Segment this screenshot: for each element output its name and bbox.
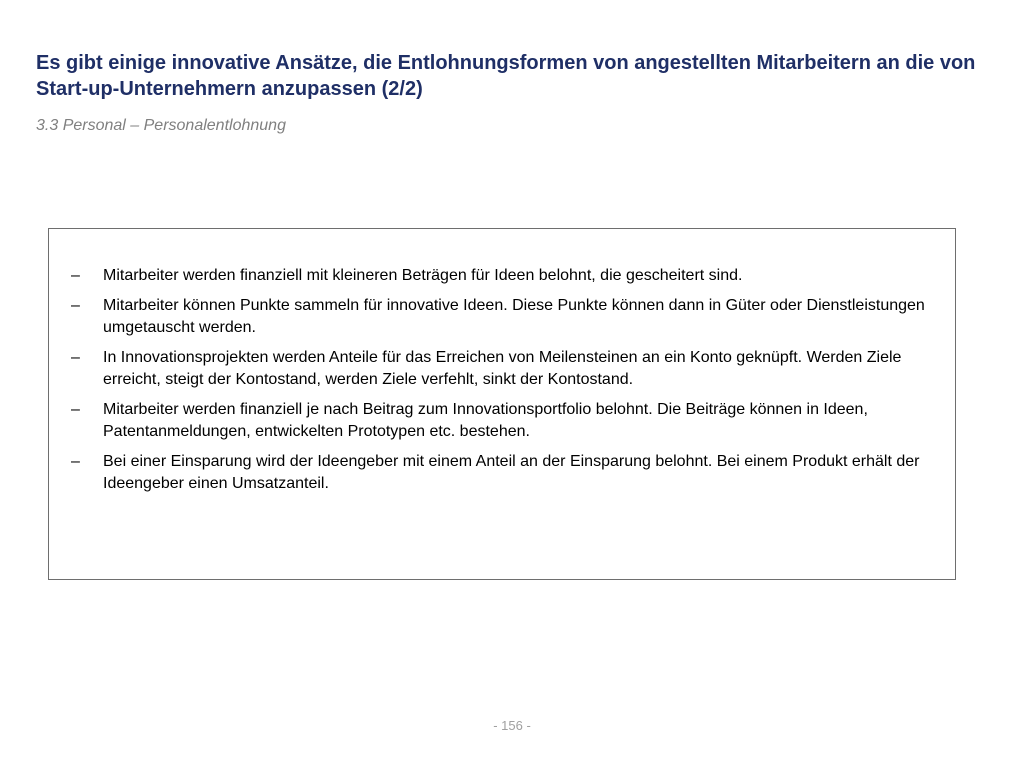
bullet-item — [71, 265, 931, 287]
page-number: - 156 - — [493, 718, 531, 733]
bullet-item — [71, 451, 931, 495]
bullet-item — [71, 399, 931, 443]
dash-bullet-icon: – — [71, 297, 80, 314]
bullet-text: In Innovationsprojekten werden Anteile für das Erreichen von Meilensteinen an ein Konto geknüpft. Werden Ziele erreicht, steigt der Kontostand, werden Ziele verfehlt, sinkt der Kontostand. — [103, 349, 902, 388]
slide-subtitle: 3.3 Personal – Personalentlohnung — [36, 117, 286, 134]
slide-title: Es gibt einige innovative Ansätze, die Entlohnungsformen von angestellten Mitarbeitern an die von Start-up-Unternehmern anzupassen (2/2) — [36, 52, 976, 100]
dash-bullet-icon: – — [71, 401, 80, 418]
bullet-text: Bei einer Einsparung wird der Ideengeber mit einem Anteil an der Einsparung belohnt. Bei einem Produkt erhält der Ideengeber einen Umsatzanteil. — [103, 453, 920, 492]
bullet-item — [71, 295, 931, 339]
bullet-list — [71, 265, 931, 503]
content-box — [48, 228, 956, 580]
bullet-text: Mitarbeiter werden finanziell je nach Beitrag zum Innovationsportfolio belohnt. Die Beiträge können in Ideen, Patentanmeldungen, entwickelten Prototypen etc. bestehen. — [103, 401, 868, 440]
bullet-text: Mitarbeiter werden finanziell mit kleineren Beträgen für Ideen belohnt, die gescheitert sind. — [103, 267, 743, 284]
bullet-item — [71, 347, 931, 391]
dash-bullet-icon: – — [71, 453, 80, 470]
dash-bullet-icon: – — [71, 349, 80, 366]
dash-bullet-icon: – — [71, 267, 80, 284]
bullet-text: Mitarbeiter können Punkte sammeln für innovative Ideen. Diese Punkte können dann in Güter oder Dienstleistungen umgetauscht werden. — [103, 297, 925, 336]
